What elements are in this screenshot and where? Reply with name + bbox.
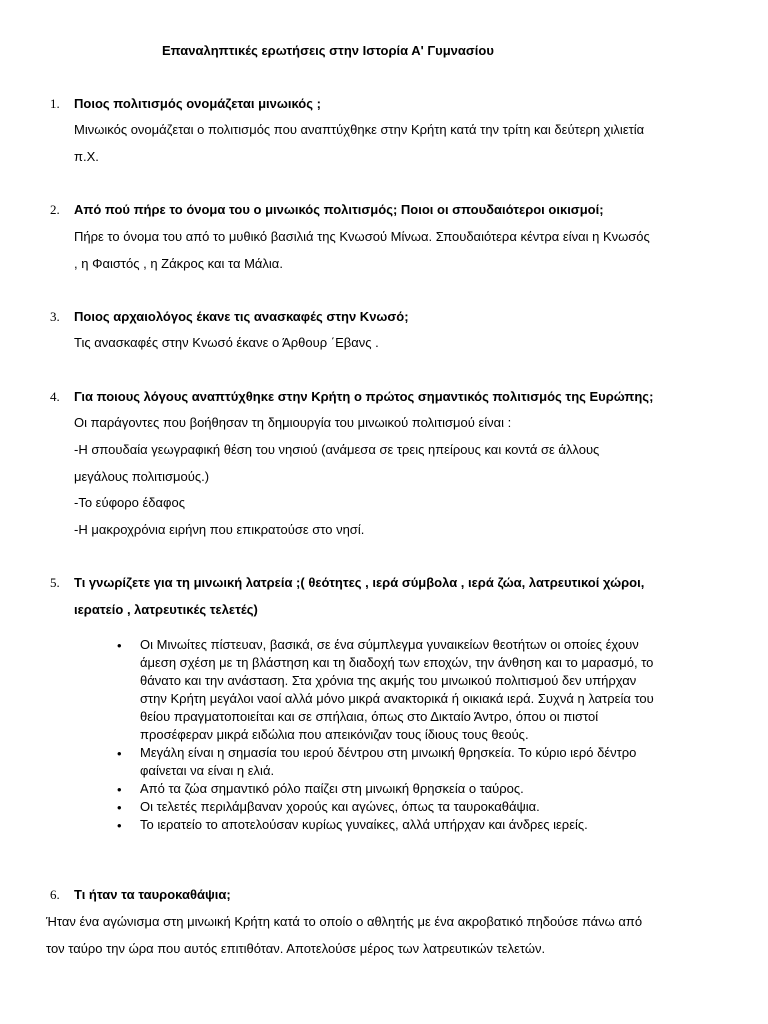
question-text: ιερατείο , λατρευτικές τελετές) [74,602,258,617]
bullet-line: στην Κρήτη μεγάλοι ναοί αλλά μόνο μικρά ανακτορικά ή οικιακά ιερά. Συχνά η λατρεία του [140,691,654,706]
bullet-icon: • [117,818,122,833]
answer-line: τον ταύρο την ώρα που αυτός επιτιθόταν. Αποτελούσε μέρος των λατρευτικών τελετών. [46,941,546,956]
bullet-line: προσέφεραν μικρά ειδώλια που απεικόνιζαν τους ίδιους τους θεούς. [140,727,529,742]
question-number: 4. [50,389,60,404]
question-text: Από πού πήρε το όνομα του ο μινωικός πολιτισμός; Ποιοι οι σπουδαιότεροι οικισμοί; [74,202,604,217]
question-text: Τι γνωρίζετε για τη μινωική λατρεία ;( θεότητες , ιερά σύμβολα , ιερά ζώα, λατρευτικοί χώροι, [74,575,645,590]
question-text: Για ποιους λόγους αναπτύχθηκε στην Κρήτη ο πρώτος σημαντικός πολιτισμός της Ευρώπης; [74,389,654,404]
bullet-icon: • [117,746,122,761]
answer-line: π.Χ. [74,149,99,164]
answer-line: Μινωικός ονομάζεται ο πολιτισμός που αναπτύχθηκε στην Κρήτη κατά την τρίτη και δεύτερη χιλιετία [74,122,645,137]
bullet-line: θάνατο και την ανάσταση. Στα χρόνια της ακμής του μινωικού πολιτισμού δεν υπήρχαν [140,673,637,688]
answer-line: Ήταν ένα αγώνισμα στη μινωική Κρήτη κατά το οποίο ο αθλητής με ένα ακροβατικό πηδούσε πάνω από [46,914,643,929]
answer-line: -Το εύφορο έδαφος [74,495,185,510]
answer-line: -Η σπουδαία γεωγραφική θέση του νησιού (ανάμεσα σε τρεις ηπείρους και κοντά σε άλλους [74,442,600,457]
answer-line: Οι παράγοντες που βοήθησαν τη δημιουργία του μινωικού πολιτισμού είναι : [74,415,512,430]
answer-line: Τις ανασκαφές στην Κνωσό έκανε ο Άρθουρ ΄Εβανς . [74,335,379,350]
bullet-line: Οι τελετές περιλάμβαναν χορούς και αγώνες, όπως τα ταυροκαθάψια. [140,799,540,814]
question-number: 3. [50,309,60,324]
bullet-line: Μεγάλη είναι η σημασία του ιερού δέντρου στη μινωική θρησκεία. Το κύριο ιερό δέντρο [140,745,637,760]
question-number: 5. [50,575,60,590]
answer-line: Πήρε το όνομα του από το μυθικό βασιλιά της Κνωσού Μίνωα. Σπουδαιότερα κέντρα είναι η Κνωσός [74,229,650,244]
question-text: Ποιος αρχαιολόγος έκανε τις ανασκαφές στην Κνωσό; [74,309,409,324]
bullet-line: φαίνεται να είναι η ελιά. [140,763,275,778]
bullet-line: Οι Μινωίτες πίστευαν, βασικά, σε ένα σύμπλεγμα γυναικείων θεοτήτων οι οποίες έχουν [140,637,639,652]
answer-line: μεγάλους πολιτισμούς.) [74,469,210,484]
bullet-icon: • [117,800,122,815]
bullet-icon: • [117,638,122,653]
page-title: Επαναληπτικές ερωτήσεις στην Ιστορία Α' Γυμνασίου [162,43,494,58]
bullet-line: Από τα ζώα σημαντικό ρόλο παίζει στη μινωική θρησκεία ο ταύρος. [140,781,524,796]
bullet-line: θείου πραγματοποιείται και σε σπήλαια, όπως στο Δικταίο Άντρο, όπου οι πιστοί [140,709,599,724]
bullet-line: άμεση σχέση με τη βλάστηση και τη διαδοχή των εποχών, την άνθηση και το μαρασμό, το [140,655,654,670]
question-number: 2. [50,202,60,217]
bullet-icon: • [117,782,122,797]
bullet-line: Το ιερατείο το αποτελούσαν κυρίως γυναίκες, αλλά υπήρχαν και άνδρες ιερείς. [140,817,588,832]
question-number: 6. [50,887,60,902]
question-text: Τι ήταν τα ταυροκαθάψια; [74,887,231,902]
question-number: 1. [50,96,60,111]
question-text: Ποιος πολιτισμός ονομάζεται μινωικός ; [74,96,321,111]
answer-line: -Η μακροχρόνια ειρήνη που επικρατούσε στο νησί. [74,522,365,537]
answer-line: , η Φαιστός , η Ζάκρος και τα Μάλια. [74,256,283,271]
